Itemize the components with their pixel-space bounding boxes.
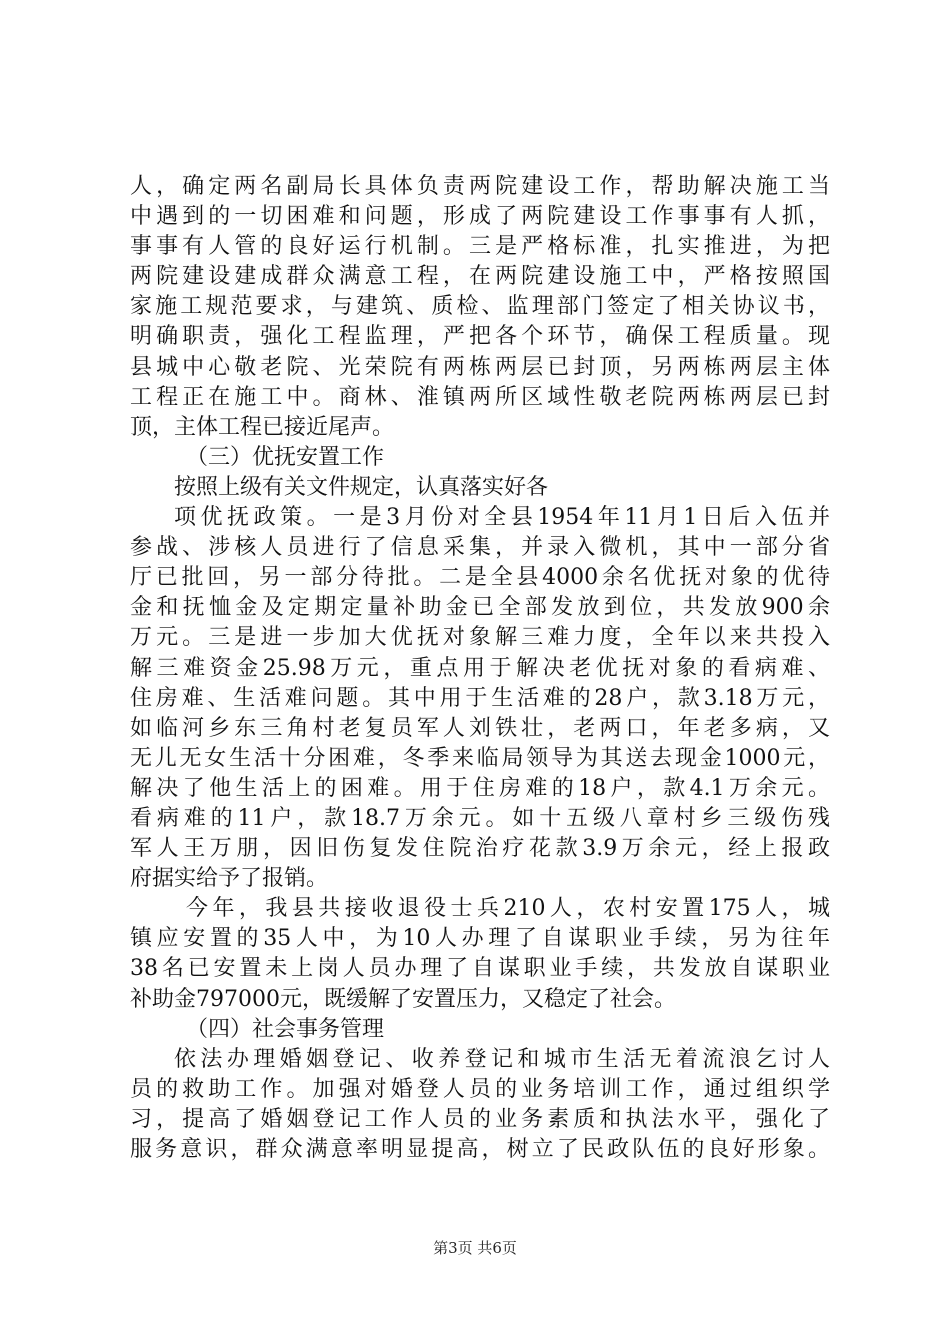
text-line: 中遇到的一切困难和问题，形成了两院建设工作事事有人抓， — [130, 204, 830, 230]
text-line: 解决了他生活上的困难。用于住房难的18户，款4.1万余元。 — [130, 775, 830, 801]
text-line: 补助金797000元，既缓解了安置压力，又稳定了社会。 — [130, 986, 676, 1012]
text-line: 项优抚政策。一是3月份对全县1954年11月1日后入伍并 — [174, 505, 830, 531]
text-line: 军人王万朋，因旧伤复发住院治疗花款3.9万余元，经上报政 — [130, 836, 830, 862]
text-line: 厅已批回，另一部分待批。二是全县4000余名优抚对象的优待 — [130, 565, 830, 591]
section-heading: （四）社会事务管理 — [186, 1016, 385, 1042]
text-line: 参战、涉核人员进行了信息采集，并录入微机，其中一部分省 — [130, 535, 830, 561]
text-line: 金和抚恤金及定期定量补助金已全部发放到位，共发放900余 — [130, 595, 830, 621]
text-line: 明确职责，强化工程监理，严把各个环节，确保工程质量。现 — [130, 324, 830, 350]
text-line: 万元。三是进一步加大优抚对象解三难力度，全年以来共投入 — [130, 625, 830, 651]
text-line: 家施工规范要求，与建筑、质检、监理部门签定了相关协议书， — [130, 294, 830, 320]
text-line: 人，确定两名副局长具体负责两院建设工作，帮助解决施工当 — [130, 174, 830, 199]
text-line: 按照上级有关文件规定，认真落实好各 — [174, 474, 549, 500]
text-line: 工程正在施工中。商林、淮镇两所区域性敬老院两栋两层已封 — [130, 384, 830, 410]
text-line: 事事有人管的良好运行机制。三是严格标准，扎实推进，为把 — [130, 234, 830, 260]
text-line: 员的救助工作。加强对婚登人员的业务培训工作，通过组织学 — [130, 1076, 830, 1102]
text-line: 看病难的11户，款18.7万余元。如十五级八章村乡三级伤残 — [130, 805, 830, 831]
text-line: 服务意识，群众满意率明显提高，树立了民政队伍的良好形象。 — [130, 1137, 830, 1162]
text-line: 顶，主体工程已接近尾声。 — [130, 414, 395, 440]
text-line: 镇应安置的35人中，为10人办理了自谋职业手续，另为往年 — [130, 926, 830, 952]
text-line: 住房难、生活难问题。其中用于生活难的28户，款3.18万元， — [130, 685, 830, 711]
text-line: 解三难资金25.98万元，重点用于解决老优抚对象的看病难、 — [130, 655, 830, 681]
section-heading: （三）优抚安置工作 — [186, 444, 385, 470]
text-line: 依法办理婚姻登记、收养登记和城市生活无着流浪乞讨人 — [174, 1046, 830, 1072]
text-line: 38名已安置未上岗人员办理了自谋职业手续，共发放自谋职业 — [130, 956, 830, 982]
text-line: 如临河乡东三角村老复员军人刘铁壮，老两口，年老多病，又 — [130, 715, 830, 741]
document-body — [130, 172, 830, 1165]
text-line: 今年，我县共接收退役士兵210人，农村安置175人，城 — [186, 896, 830, 922]
text-line: 府据实给予了报销。 — [130, 866, 329, 892]
text-line: 县城中心敬老院、光荣院有两栋两层已封顶，另两栋两层主体 — [130, 354, 830, 380]
text-line: 习，提高了婚姻登记工作人员的业务素质和执法水平，强化了 — [130, 1106, 830, 1132]
page-footer — [0, 1238, 950, 1258]
text-line: 无儿无女生活十分困难，冬季来临局领导为其送去现金1000元， — [130, 745, 830, 771]
text-line: 两院建设建成群众满意工程，在两院建设施工中，严格按照国 — [130, 264, 830, 290]
page-number: 第3页 共6页 — [433, 1239, 517, 1257]
